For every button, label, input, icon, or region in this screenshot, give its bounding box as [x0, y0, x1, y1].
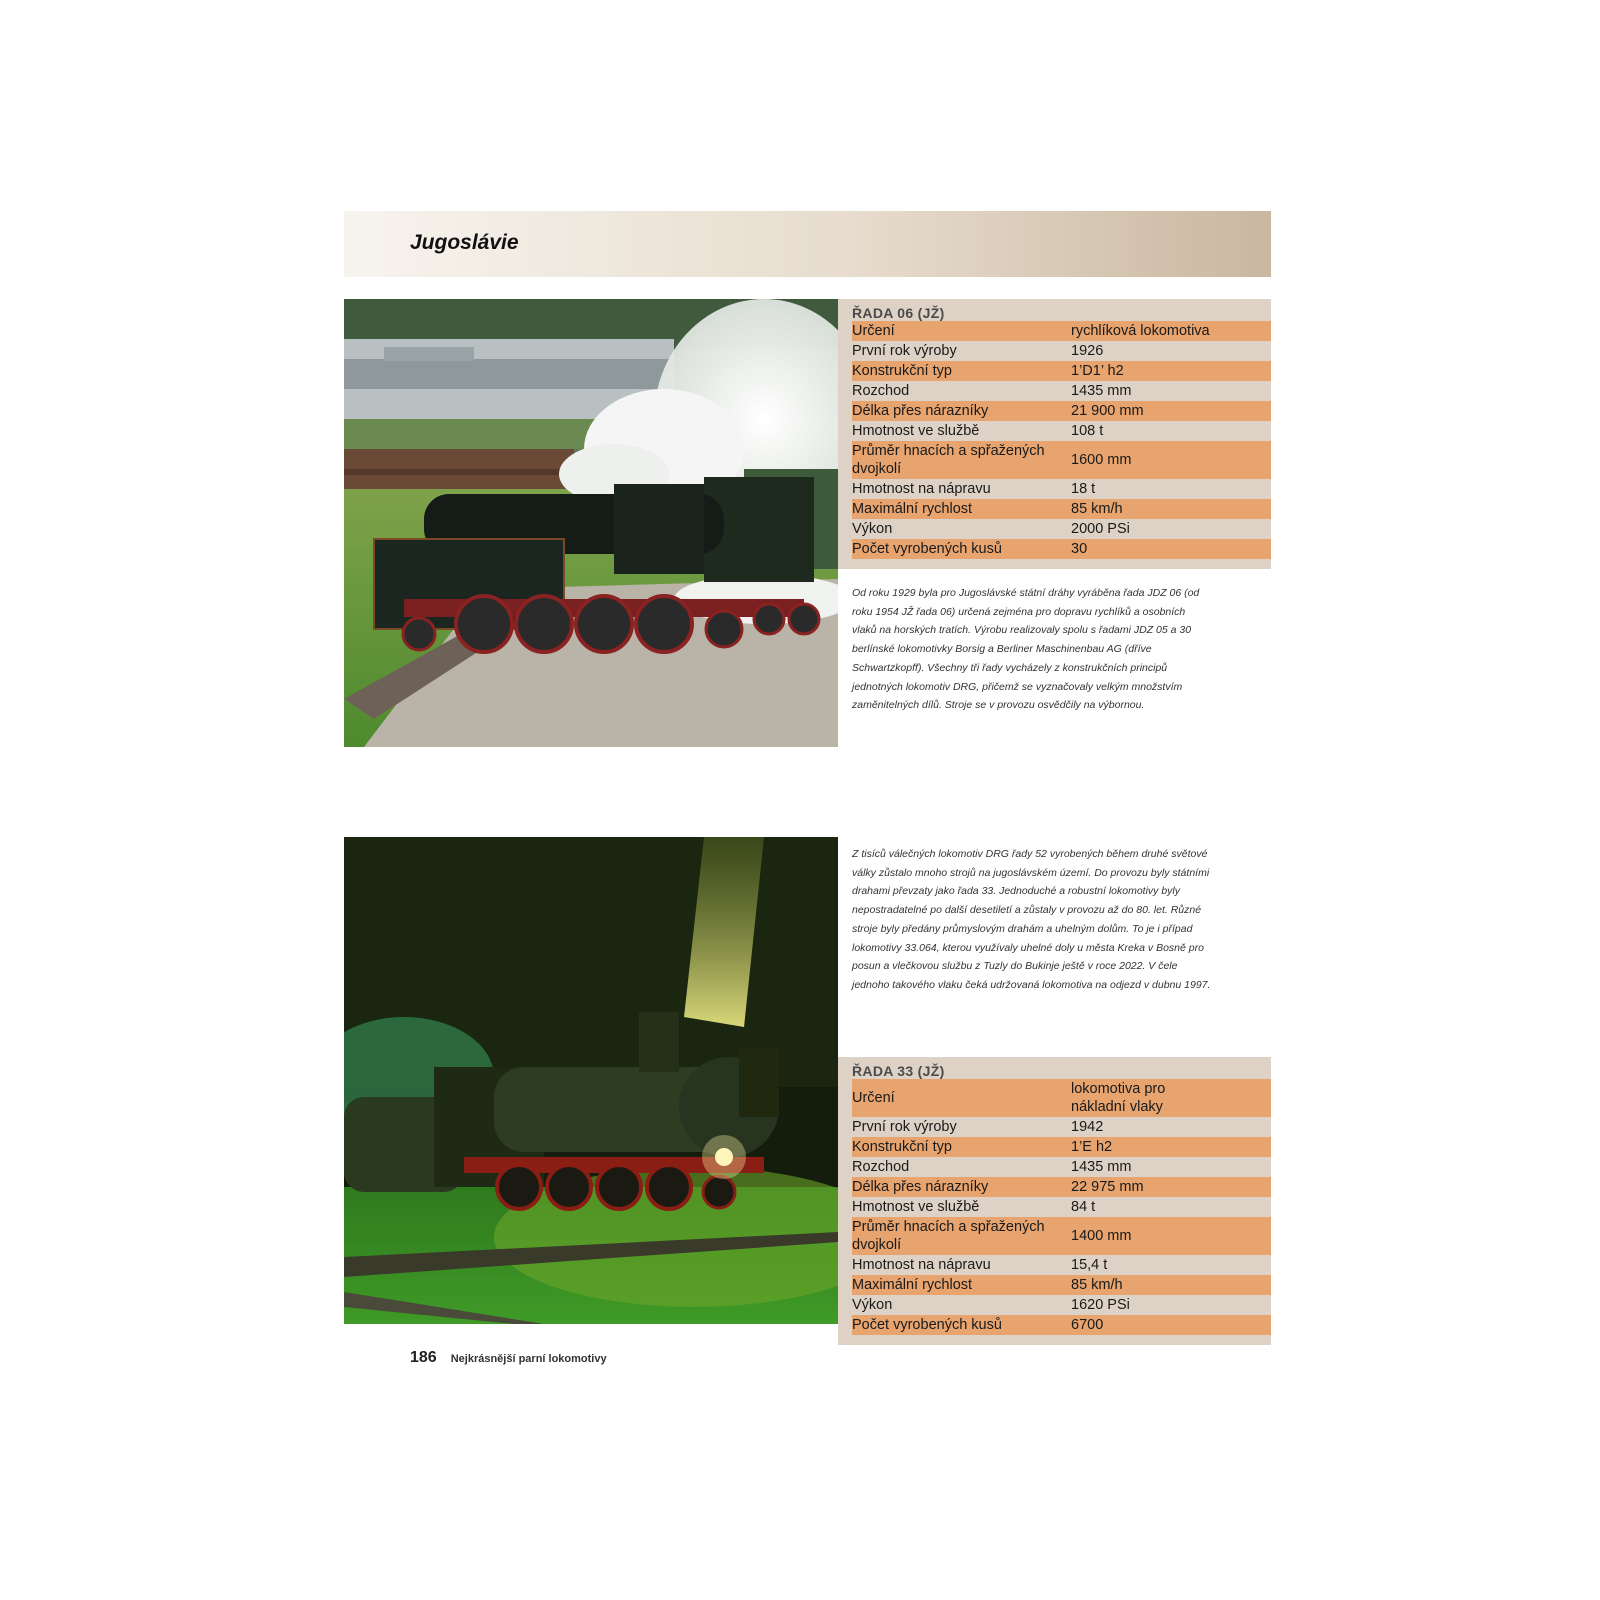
section-header [344, 211, 1271, 277]
spec-table-33 [838, 1057, 1271, 1345]
spec-label: Délka přes nárazníky [852, 403, 989, 419]
spec-value: 22 975 mm [1071, 1179, 1144, 1195]
spec-value: 1’E h2 [1071, 1139, 1113, 1155]
spec-heading: ŘADA 06 (JŽ) [852, 305, 945, 321]
spec-row [852, 539, 1271, 559]
page-footer [410, 1349, 607, 1367]
spec-value: 85 km/h [1071, 501, 1123, 517]
spec-row [852, 1157, 1271, 1177]
spec-value: 1942 [1071, 1119, 1104, 1135]
spec-label: Maximální rychlost [852, 501, 973, 517]
spec-row [852, 1295, 1271, 1315]
spec-row [852, 1177, 1271, 1197]
spec-value: 108 t [1071, 423, 1104, 439]
caption-33: Z tisíců válečných lokomotiv DRG řady 52 vyrobených během druhé světové války zůstalo mnoho strojů na jugoslávském území. Do provozu byly státními drahami převzaty jako řada 33. Jednoduché a robustní lokomotivy byly nepostradatelné po další desetiletí a zůstaly v provozu až do 80. let. Různé stroje byly předány průmyslovým drahám a uhelným dolům. To je i případ lokomotivy 33.064, kterou využívaly uhelné doly u města Kreka v Bosně pro posun a vlečkovou službu z Tuzly do Bukinje ještě v roce 2022. V čele jednoho takového vlaku čeká udržovaná lokomotiva na odjezd v dubnu 1997. [852, 848, 1211, 991]
spec-label: Průměr hnacích a spřažených dvojkolí [852, 1219, 1045, 1253]
spec-label: Konstrukční typ [852, 363, 952, 379]
spec-row [852, 1217, 1271, 1255]
spec-label: Hmotnost ve službě [852, 1199, 980, 1215]
spec-row [852, 341, 1271, 361]
caption-06: Od roku 1929 byla pro Jugoslávské státní dráhy vyráběna řada JDZ 06 (od roku 1954 JŽ řada 06) určená zejména pro dopravu rychlíků a osobních vlaků na horských tratích. Výrobu realizovaly spolu s řadami JDZ 05 a 30 berlínské lokomotivky Borsig a Berliner Maschinenbau AG (dříve Schwartzkopff). Všechny tři řady vycházely z konstrukčních principů jednotných lokomotiv DRG, přičemž se vyznačovaly velkým množstvím zaměnitelných dílů. Stroje se v provozu osvědčily na výbornou. [852, 587, 1200, 712]
spec-row [852, 401, 1271, 421]
spec-row [852, 1275, 1271, 1295]
spec-label: Výkon [852, 1297, 893, 1313]
spec-row [852, 499, 1271, 519]
spec-value: 18 t [1071, 481, 1096, 497]
spec-value: 2000 PSi [1071, 521, 1130, 537]
spec-label: Hmotnost ve službě [852, 423, 980, 439]
spec-label: Počet vyrobených kusů [852, 1317, 1002, 1333]
spec-label: Počet vyrobených kusů [852, 541, 1002, 557]
spec-row [852, 381, 1271, 401]
spec-value: lokomotiva pro nákladní vlaky [1071, 1081, 1166, 1115]
spec-row [852, 1255, 1271, 1275]
spec-value: 1435 mm [1071, 1159, 1132, 1175]
spec-value: 84 t [1071, 1199, 1096, 1215]
section-title: Jugoslávie [410, 231, 519, 254]
spec-row [852, 441, 1271, 479]
spec-label: Hmotnost na nápravu [852, 1257, 991, 1273]
locomotive-33-photo [344, 837, 838, 1324]
spec-row [852, 1137, 1271, 1157]
page-number: 186 [410, 1349, 437, 1366]
spec-label: Délka přes nárazníky [852, 1179, 989, 1195]
spec-value: 1’D1’ h2 [1071, 363, 1124, 379]
spec-value: 1400 mm [1071, 1228, 1132, 1244]
spec-value: 15,4 t [1071, 1257, 1108, 1273]
spec-value: rychlíková lokomotiva [1071, 323, 1210, 339]
spec-label: První rok výroby [852, 1119, 957, 1135]
spec-value: 1620 PSi [1071, 1297, 1130, 1313]
spec-row [852, 321, 1271, 341]
spec-label: První rok výroby [852, 343, 957, 359]
spec-label: Maximální rychlost [852, 1277, 973, 1293]
spec-value: 30 [1071, 541, 1088, 557]
spec-label: Hmotnost na nápravu [852, 481, 991, 497]
spec-value: 21 900 mm [1071, 403, 1144, 419]
spec-row [852, 519, 1271, 539]
spec-label: Výkon [852, 521, 893, 537]
spec-value: 1435 mm [1071, 383, 1132, 399]
spec-value: 6700 [1071, 1317, 1104, 1333]
spec-row [852, 1117, 1271, 1137]
spec-row [852, 1315, 1271, 1335]
spec-label: Určení [852, 1090, 895, 1106]
spec-label: Určení [852, 323, 895, 339]
spec-row [852, 421, 1271, 441]
locomotive-06-photo [344, 299, 838, 747]
spec-label: Průměr hnacích a spřažených dvojkolí [852, 443, 1045, 477]
spec-label: Rozchod [852, 1159, 910, 1175]
spec-row [852, 1079, 1271, 1117]
spec-row [852, 1197, 1271, 1217]
spec-value: 85 km/h [1071, 1277, 1123, 1293]
spec-heading: ŘADA 33 (JŽ) [852, 1063, 945, 1079]
book-title: Nejkrásnější parní lokomotivy [450, 1353, 607, 1365]
spec-value: 1926 [1071, 343, 1104, 359]
spec-label: Konstrukční typ [852, 1139, 952, 1155]
spec-table-06 [838, 299, 1271, 569]
spec-label: Rozchod [852, 383, 910, 399]
spec-row [852, 479, 1271, 499]
spec-row [852, 361, 1271, 381]
spec-value: 1600 mm [1071, 452, 1132, 468]
